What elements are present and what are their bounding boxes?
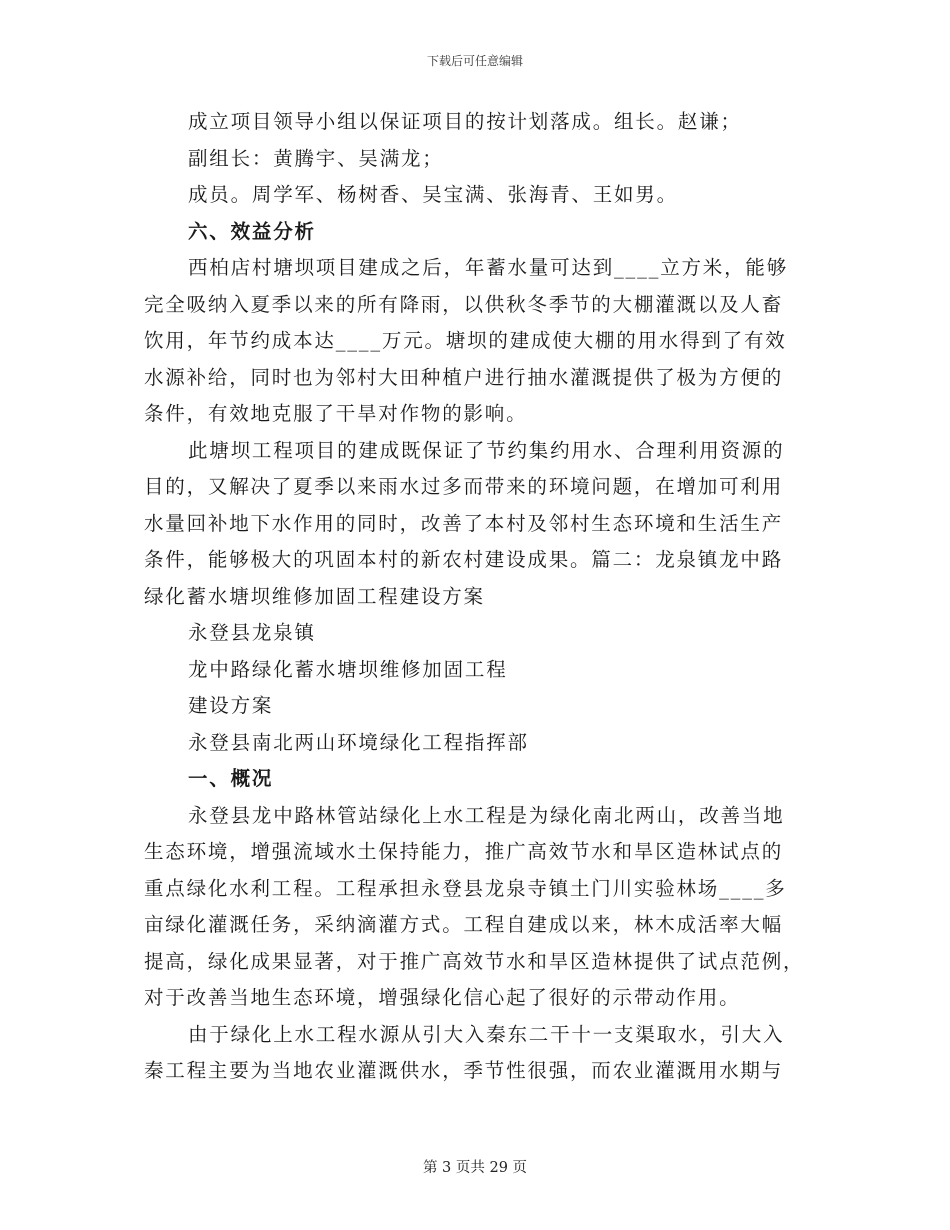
section-heading: 一、概况: [188, 767, 274, 790]
text-line: 条件，能够极大的巩固本村的新农村建设成果。篇二：龙泉镇龙中路: [144, 548, 784, 571]
text-line: 亩绿化灌溉任务，采纳滴灌方式。工程自建成以来，林木成活率大幅: [144, 913, 784, 936]
text-line: 对于改善当地生态环境，增强绿化信心起了很好的示带动作用。: [144, 986, 741, 1009]
text-line: 完全吸纳入夏季以来的所有降雨，以供秋冬季节的大棚灌溉以及人畜: [144, 292, 784, 316]
text-line: 重点绿化水利工程。工程承担永登县龙泉寺镇土门川实验林场____多: [144, 876, 787, 900]
text-line: 永登县龙中路林管站绿化上水工程是为绿化南北两山，改善当地: [188, 803, 785, 827]
document-body: [144, 104, 804, 1090]
text-line: 由于绿化上水工程水源从引大入秦东二干十一支渠取水，引大入: [188, 1022, 785, 1046]
text-line: 饮用，年节约成本达____万元。塘坝的建成使大棚的用水得到了有效: [144, 329, 787, 352]
text-line: 目的，又解决了夏季以来雨水过多而带来的环境问题，在增加可利用: [144, 475, 784, 498]
text-line: 提高，绿化成果显著，对于推广高效节水和旱区造林提供了试点范例，: [144, 949, 805, 973]
section-heading: 六、效益分析: [188, 219, 316, 243]
text-line: 建设方案: [188, 694, 274, 717]
text-line: 秦工程主要为当地农业灌溉供水，季节性很强，而农业灌溉用水期与: [144, 1059, 784, 1082]
text-line: 水源补给，同时也为邻村大田种植户进行抽水灌溉提供了极为方便的: [144, 365, 784, 389]
text-line: 西柏店村塘坝项目建成之后，年蓄水量可达到____立方米，能够: [188, 256, 788, 279]
text-line: 此塘坝工程项目的建成既保证了节约集约用水、合理利用资源的: [188, 438, 785, 462]
text-line: 成员。周学军、杨树香、吴宝满、张海青、王如男。: [188, 183, 678, 206]
page-footer: 第 3 页共 29 页: [422, 1160, 528, 1176]
text-line: 绿化蓄水塘坝维修加固工程建设方案: [144, 584, 485, 608]
text-line: 永登县龙泉镇: [188, 621, 316, 644]
text-line: 生态环境，增强流域水土保持能力，推广高效节水和旱区造林试点的: [144, 840, 784, 863]
text-line: 成立项目领导小组以保证项目的按计划落成。组长。赵谦；: [188, 110, 742, 133]
text-line: 水量回补地下水作用的同时，改善了本村及邻村生态环境和生活生产: [144, 511, 784, 535]
text-line: 龙中路绿化蓄水塘坝维修加固工程: [188, 657, 508, 681]
text-line: 副组长：黄腾宇、吴满龙；: [188, 146, 444, 170]
text-line: 永登县南北两山环境绿化工程指挥部: [188, 730, 529, 754]
text-line: 条件，有效地克服了干旱对作物的影响。: [144, 402, 528, 425]
page-header: 下载后可任意编辑: [426, 54, 523, 68]
